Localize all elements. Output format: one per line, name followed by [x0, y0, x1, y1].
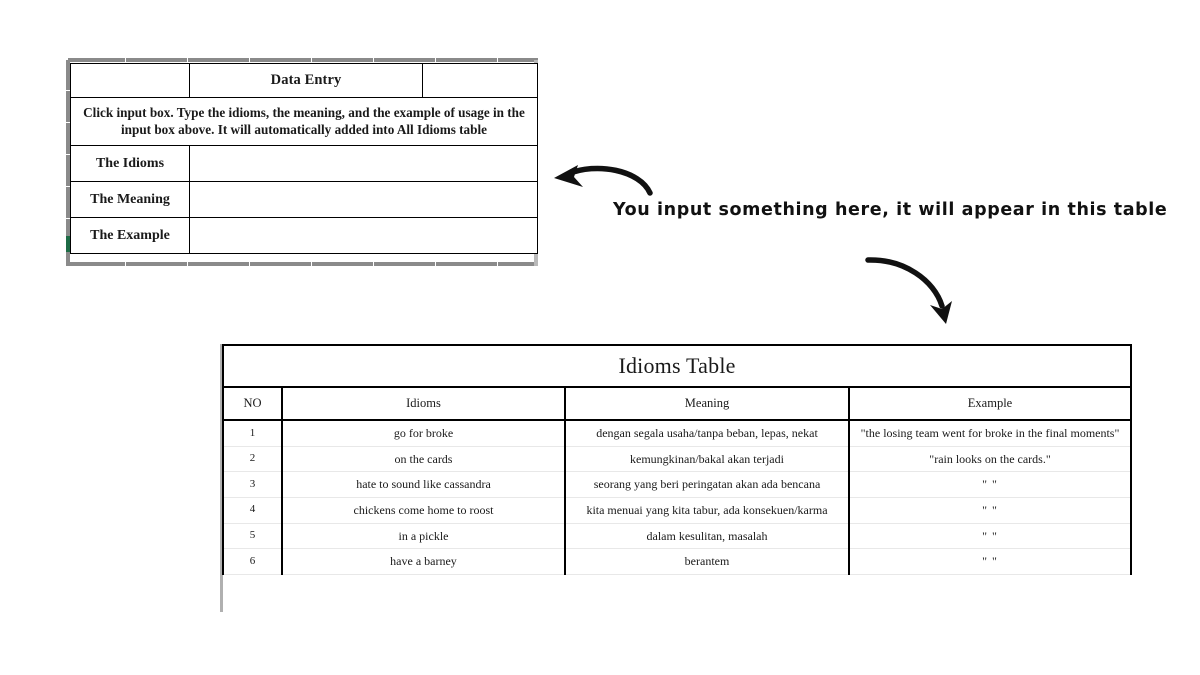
field-cell-the-example[interactable] — [190, 218, 538, 254]
idioms-table-title-row — [223, 345, 1131, 387]
cell-example: "rain looks on the cards." — [849, 446, 1131, 472]
cell-idioms: have a barney — [282, 549, 565, 575]
table-row[interactable] — [223, 523, 1131, 549]
cell-example: " " — [849, 497, 1131, 523]
cell-example: " " — [849, 523, 1131, 549]
table-row[interactable] — [223, 446, 1131, 472]
idioms-table — [222, 344, 1132, 575]
column-header-no: NO — [223, 387, 282, 420]
field-row-meaning — [71, 182, 538, 218]
field-label-the-meaning: The Meaning — [71, 182, 190, 218]
table-row[interactable] — [223, 549, 1131, 575]
cell-no: 6 — [223, 549, 282, 575]
table-row[interactable] — [223, 420, 1131, 446]
cell-meaning: kemungkinan/bakal akan terjadi — [565, 446, 849, 472]
field-row-example — [71, 218, 538, 254]
cell-no: 4 — [223, 497, 282, 523]
data-entry-blank-right — [423, 64, 538, 98]
data-entry-panel — [66, 58, 538, 266]
cell-example: " " — [849, 472, 1131, 498]
field-cell-the-idioms[interactable] — [190, 146, 538, 182]
cell-example: "the losing team went for broke in the final moments" — [849, 420, 1131, 446]
column-header-idioms: Idioms — [282, 387, 565, 420]
cell-no: 3 — [223, 472, 282, 498]
data-entry-table — [70, 63, 538, 254]
idioms-table-body — [223, 420, 1131, 574]
sheet-ruler-bottom — [68, 262, 538, 266]
input-the-meaning[interactable] — [190, 185, 537, 215]
curved-arrow-down-right-icon — [860, 250, 960, 330]
table-row[interactable] — [223, 472, 1131, 498]
cell-meaning: dengan segala usaha/tanpa beban, lepas, nekat — [565, 420, 849, 446]
field-label-the-example: The Example — [71, 218, 190, 254]
field-label-the-idioms: The Idioms — [71, 146, 190, 182]
cell-idioms: on the cards — [282, 446, 565, 472]
field-cell-the-meaning[interactable] — [190, 182, 538, 218]
idioms-table-column-headers — [223, 387, 1131, 420]
idioms-table-title: Idioms Table — [223, 345, 1131, 387]
cell-meaning: kita menuai yang kita tabur, ada konsekuen/karma — [565, 497, 849, 523]
table-row[interactable] — [223, 497, 1131, 523]
data-entry-instruction: Click input box. Type the idioms, the meaning, and the example of usage in the input box above. It will automatically added into All Idioms table — [71, 98, 538, 146]
sheet-ruler-top — [68, 58, 538, 62]
input-the-example[interactable] — [190, 221, 537, 251]
data-entry-title-row — [71, 64, 538, 98]
data-entry-title: Data Entry — [190, 64, 423, 98]
idioms-table-head — [223, 345, 1131, 420]
cell-example: " " — [849, 549, 1131, 575]
cell-no: 2 — [223, 446, 282, 472]
column-header-meaning: Meaning — [565, 387, 849, 420]
cell-meaning: seorang yang beri peringatan akan ada bencana — [565, 472, 849, 498]
idioms-table-panel — [220, 342, 1132, 614]
cell-no: 5 — [223, 523, 282, 549]
field-row-idioms — [71, 146, 538, 182]
cell-idioms: in a pickle — [282, 523, 565, 549]
annotation-note: You input something here, it will appear in this table — [613, 200, 1168, 220]
cell-idioms: hate to sound like cassandra — [282, 472, 565, 498]
cell-no: 1 — [223, 420, 282, 446]
cell-idioms: go for broke — [282, 420, 565, 446]
cell-meaning: dalam kesulitan, masalah — [565, 523, 849, 549]
column-header-example: Example — [849, 387, 1131, 420]
input-the-idioms[interactable] — [190, 149, 537, 179]
cell-idioms: chickens come home to roost — [282, 497, 565, 523]
data-entry-instruction-row — [71, 98, 538, 146]
data-entry-blank-left — [71, 64, 190, 98]
cell-meaning: berantem — [565, 549, 849, 575]
